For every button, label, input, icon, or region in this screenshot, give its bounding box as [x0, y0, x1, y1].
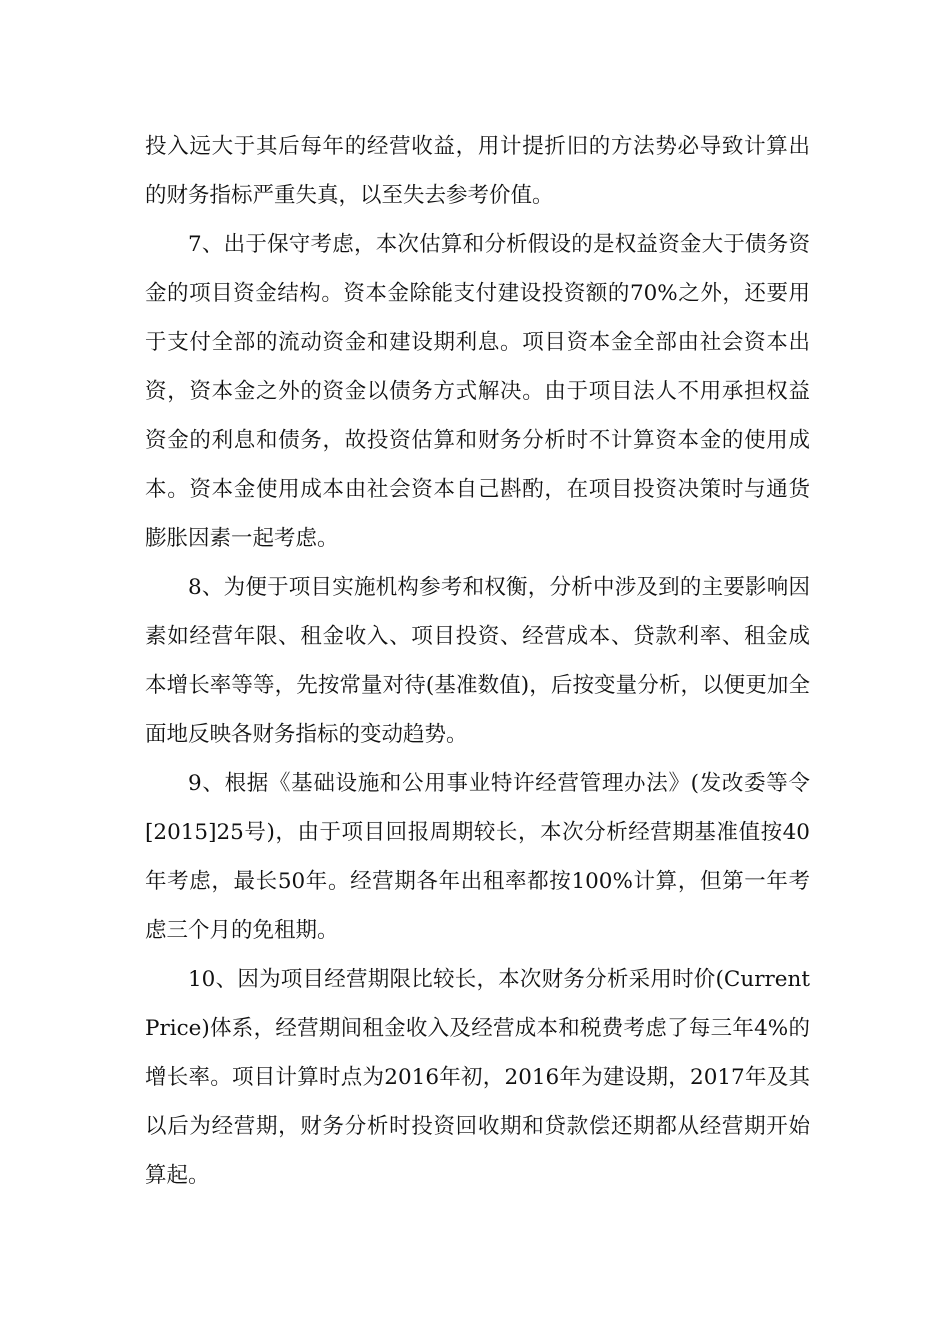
paragraph-item-9: 9、根据《基础设施和公用事业特许经营管理办法》(发改委等令[2015]25号)，由于项目回报周期较长，本次分析经营期基准值按40年考虑，最长50年。经营期各年出租率都按100%计算，但第一年考虑三个月的免租期。 [145, 771, 810, 943]
paragraph-item-8: 8、为便于项目实施机构参考和权衡，分析中涉及到的主要影响因素如经营年限、租金收入、项目投资、经营成本、贷款利率、租金成本增长率等等，先按常量对待(基准数值)，后按变量分析，以便更加全面地反映各财务指标的变动趋势。 [145, 575, 810, 747]
paragraph-continuation: 投入远大于其后每年的经营收益，用计提折旧的方法势必导致计算出的财务指标严重失真，以至失去参考价值。 [145, 134, 810, 208]
paragraph-item-7: 7、出于保守考虑，本次估算和分析假设的是权益资金大于债务资金的项目资金结构。资本金除能支付建设投资额的70%之外，还要用于支付全部的流动资金和建设期利息。项目资本金全部由社会资本出资，资本金之外的资金以债务方式解决。由于项目法人不用承担权益资金的利息和债务，故投资估算和财务分析时不计算资本金的使用成本。资本金使用成本由社会资本自己斟酌，在项目投资决策时与通货膨胀因素一起考虑。 [145, 232, 810, 551]
document-body [145, 122, 810, 1200]
paragraph-item-10: 10、因为项目经营期限比较长，本次财务分析采用时价(Current Price)体系，经营期间租金收入及经营成本和税费考虑了每三年4%的增长率。项目计算时点为2016年初，2016年为建设期，2017年及其以后为经营期，财务分析时投资回收期和贷款偿还期都从经营期开始算起。 [145, 967, 810, 1188]
